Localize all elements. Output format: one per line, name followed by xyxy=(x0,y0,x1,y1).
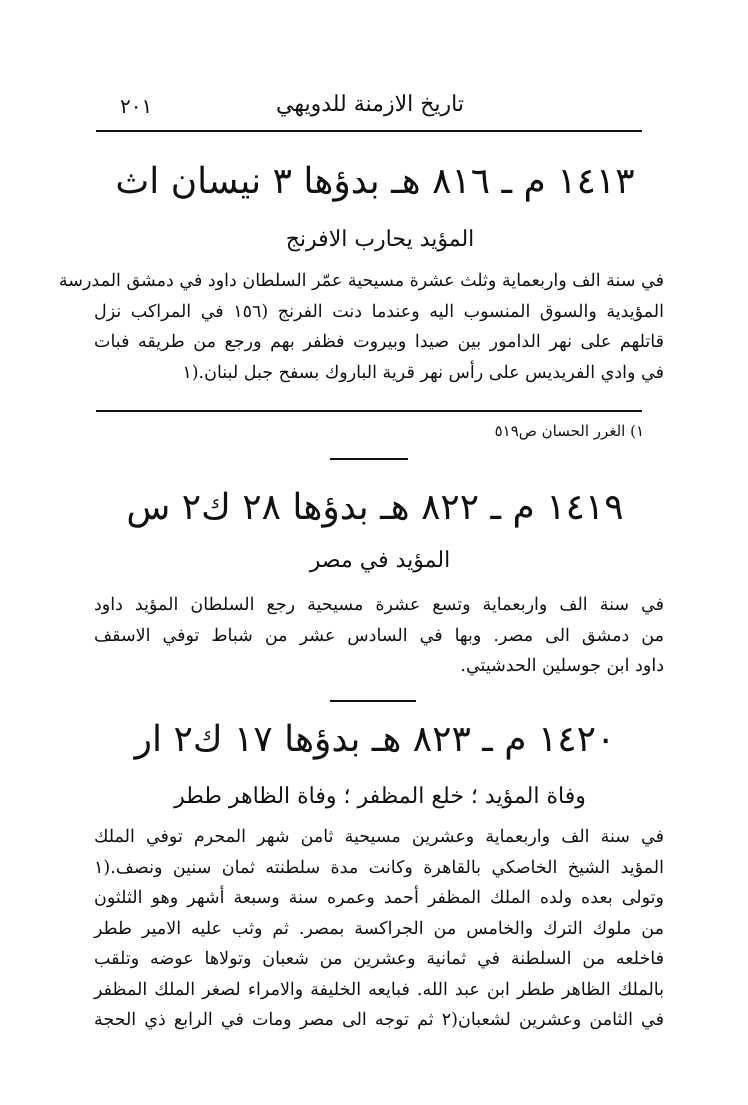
text-line: في وادي الفريديس على رأس نهر قرية الباروك بسفح جبل لبنان.(١ xyxy=(182,362,664,383)
section-separator xyxy=(330,700,416,702)
text-line: داود ابن جوسلين الحدشيتي. xyxy=(460,656,664,676)
text-line: في سنة الف واربعماية وعشرين مسيحية ثامن شهر المحرم توفي الملك xyxy=(94,827,664,847)
section-separator xyxy=(330,458,408,460)
text-line: المؤيد الشيخ الخاصكي بالقاهرة وكانت مدة سلطنته ثمان سنين ونصف.(١ xyxy=(94,857,664,878)
text-line: في الثامن وعشرين لشعبان(٢ ثم توجه الى مصر ومات في الرابع ذي الحجة xyxy=(94,1010,664,1030)
section-title: وفاة المؤيد ؛ خلع المظفر ؛ وفاة الظاهر ططر xyxy=(174,784,586,809)
year-heading: ١٤١٩ م ـ ٨٢٢ هـ بدؤها ٢٨ ك٢ س xyxy=(126,487,624,528)
text-line: وتولى بعده ولده الملك المظفر أحمد وعمره سنة وسبعة أشهر وهو الثلثون xyxy=(94,888,664,908)
footnote-rule xyxy=(96,410,642,412)
text-line: بالملك الظاهر ططر ابن عبد الله. فبايعه الخليفة والامراء لصغر الملك المظفر xyxy=(94,979,664,1000)
page-number: ٢٠١ xyxy=(120,94,153,118)
header-rule xyxy=(96,130,642,132)
text-line: قاتلهم على نهر الدامور بين صيدا وبيروت فظفر بهم ورجع من طريقه فبات xyxy=(94,332,664,352)
paragraph xyxy=(58,266,664,388)
text-line: في سنة الف واربعماية وثلث عشرة مسيحية عمّر السلطان داود في دمشق المدرسة xyxy=(58,271,664,291)
footnote: ١) الغرر الحسان ص٥١٩ xyxy=(494,422,644,440)
text-line: المؤيدية والسوق المنسوب اليه وعندما دنت الفرنج (١٥٦ في المراكب نزل xyxy=(94,301,664,322)
year-heading: ١٤٢٠ م ـ ٨٢٣ هـ بدؤها ١٧ ك٢ ار xyxy=(134,719,616,760)
section-title: المؤيد في مصر xyxy=(309,548,451,573)
text-line: في سنة الف واربعماية وتسع عشرة مسيحية رجع السلطان المؤيد داود xyxy=(94,595,664,615)
section-title: المؤيد يحارب الافرنج xyxy=(285,227,475,252)
year-heading: ١٤١٣ م ـ ٨١٦ هـ بدؤها ٣ نيسان اث xyxy=(115,161,635,202)
paragraph xyxy=(94,590,664,682)
text-line: من ملوك الترك والخامس من الجراكسة بمصر. ثم وثب عليه الامير ططر xyxy=(94,918,664,939)
running-header-title: تاريخ الازمنة للدويهي xyxy=(275,92,465,117)
text-line: من دمشق الى مصر. وبها في السادس عشر من شباط توفي الاسقف xyxy=(94,625,664,646)
text-line: فاخلعه من السلطنة في ثمانية وعشرين من شعبان وتولاها عوضه وتلقب xyxy=(94,949,664,969)
paragraph xyxy=(94,822,664,1036)
